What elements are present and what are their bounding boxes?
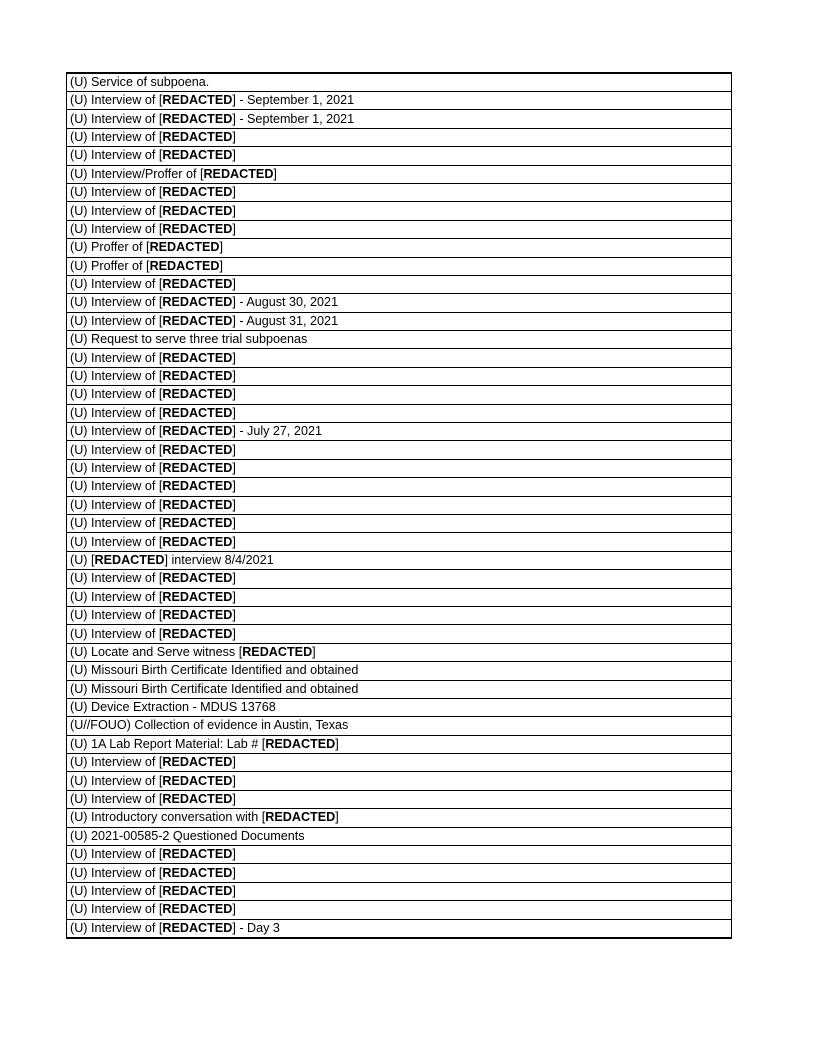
cell-text: ] [232,277,236,292]
cell-text: ] [335,736,339,751]
cell-text: (U) Missouri Birth Certificate Identified and obtained [70,663,359,678]
cell-text: ] [232,608,236,623]
table-cell [67,441,732,459]
table-cell [67,367,732,385]
table-cell [67,588,732,606]
table-cell [67,846,732,864]
cell-text: (U) Interview of [ [70,608,163,623]
cell-text: ] [232,442,236,457]
cell-text: (U) Locate and Serve witness [ [70,644,243,659]
redacted-marker: REDACTED [162,571,233,586]
redacted-marker: REDACTED [265,810,336,825]
cell-text: (U) Interview of [ [70,387,163,402]
cell-text: ] [232,203,236,218]
table-cell [67,772,732,790]
cell-text: ] [232,847,236,862]
redacted-marker: REDACTED [149,258,220,273]
table-cell [67,919,732,938]
cell-text: ] [232,221,236,236]
table-cell [67,790,732,808]
redacted-marker: REDACTED [265,736,336,751]
cell-text: ] interview 8/4/2021 [164,552,274,567]
table-row [67,735,732,753]
table-cell [67,864,732,882]
redacted-marker: REDACTED [149,240,220,255]
redacted-marker: REDACTED [162,424,233,439]
redacted-marker: REDACTED [162,883,233,898]
table-row [67,827,732,845]
table-row [67,717,732,735]
redacted-marker: REDACTED [162,516,233,531]
table-cell [67,809,732,827]
cell-text: (U//FOUO) Collection of evidence in Austin, Texas [70,718,349,733]
cell-text: (U) Interview of [ [70,920,163,935]
cell-text: ] [335,810,339,825]
table-row [67,312,732,330]
table-row [67,588,732,606]
table-row [67,680,732,698]
cell-text: (U) Interview of [ [70,277,163,292]
cell-text: (U) Proffer of [ [70,240,150,255]
table-cell [67,643,732,661]
table-row [67,128,732,146]
cell-text: ] [232,865,236,880]
cell-text: ] - September 1, 2021 [232,111,355,126]
cell-text: (U) Interview of [ [70,111,163,126]
table-row [67,772,732,790]
cell-text: (U) Interview of [ [70,424,163,439]
table-row [67,698,732,716]
table-row [67,570,732,588]
table-row [67,551,732,569]
cell-text: (U) Interview of [ [70,405,163,420]
table-row [67,220,732,238]
table-cell [67,312,732,330]
cell-text: (U) Interview of [ [70,792,163,807]
redacted-marker: REDACTED [162,185,233,200]
cell-text: (U) Interview of [ [70,461,163,475]
table-row [67,423,732,441]
table-row [67,625,732,643]
cell-text: (U) Interview of [ [70,350,163,365]
cell-text: ] [232,626,236,641]
cell-text: (U) Interview of [ [70,369,163,384]
table-cell [67,404,732,422]
cell-text: ] [232,129,236,144]
redacted-marker: REDACTED [162,920,233,935]
cell-text: (U) 1A Lab Report Material: Lab # [ [70,736,266,751]
redacted-marker: REDACTED [162,387,233,402]
table-row [67,846,732,864]
table-row [67,404,732,422]
table-cell [67,183,732,201]
cell-text: (U) Interview of [ [70,902,163,917]
redacted-marker: REDACTED [162,405,233,420]
redacted-marker: REDACTED [162,93,233,108]
cell-text: ] [232,773,236,788]
cell-text: ] [219,240,224,255]
table-cell [67,128,732,146]
table-row [67,386,732,404]
redacted-marker: REDACTED [162,442,233,457]
redacted-marker: REDACTED [162,847,233,862]
table-cell [67,570,732,588]
redacted-marker: REDACTED [162,755,233,770]
cell-text: ] [232,883,236,898]
redacted-marker: REDACTED [242,644,313,659]
table-row [67,478,732,496]
table-cell [67,294,732,312]
cell-text: (U) Interview of [ [70,129,163,144]
cell-text: ] [232,461,236,475]
cell-text: (U) Interview/Proffer of [ [70,166,204,181]
table-cell [67,496,732,514]
cell-text: ] [232,185,236,200]
cell-text: (U) 2021-00585-2 Questioned Documents [70,828,305,843]
cell-text: ] [232,534,236,549]
redacted-marker: REDACTED [162,111,233,126]
table-cell [67,202,732,220]
table-cell [67,698,732,716]
table-row [67,110,732,128]
cell-text: ] [232,387,236,402]
table-cell [67,735,732,753]
table-row [67,367,732,385]
cell-text: (U) Interview of [ [70,221,163,236]
table-cell [67,514,732,532]
table-cell [67,275,732,293]
cell-text: ] [232,516,236,531]
table-cell [67,165,732,183]
cell-text: ] [232,148,236,163]
table-cell [67,110,732,128]
table-row [67,294,732,312]
cell-text: (U) Device Extraction - MDUS 13768 [70,700,276,715]
table-row [67,73,732,92]
table-cell [67,551,732,569]
cell-text: (U) Interview of [ [70,755,163,770]
cell-text: (U) Missouri Birth Certificate Identified and obtained [70,681,359,696]
table-row [67,202,732,220]
cell-text: ] - August 31, 2021 [232,313,339,328]
table-row [67,533,732,551]
table-row [67,643,732,661]
cell-text: (U) Interview of [ [70,847,163,862]
table-row [67,662,732,680]
records-table [66,72,732,939]
table-cell [67,423,732,441]
cell-text: (U) Interview of [ [70,497,163,512]
cell-text: ] [232,479,236,494]
table-cell [67,478,732,496]
table-row [67,165,732,183]
cell-text: (U) Request to serve three trial subpoenas [70,332,308,347]
cell-text: (U) Interview of [ [70,534,163,549]
table-row [67,349,732,367]
cell-text: ] [232,369,236,384]
cell-text: (U) Interview of [ [70,516,163,531]
cell-text: (U) Interview of [ [70,148,163,163]
cell-text: ] [232,589,236,604]
redacted-marker: REDACTED [203,166,274,181]
table-row [67,809,732,827]
redacted-marker: REDACTED [162,626,233,641]
table-row [67,441,732,459]
table-row [67,92,732,110]
table-row [67,901,732,919]
redacted-marker: REDACTED [162,792,233,807]
table-row [67,459,732,477]
cell-text: ] [232,755,236,770]
table-cell [67,73,732,92]
table-cell [67,606,732,624]
table-cell [67,625,732,643]
redacted-marker: REDACTED [162,497,233,512]
cell-text: (U) Interview of [ [70,626,163,641]
cell-text: ] [273,166,277,181]
table-cell [67,147,732,165]
cell-text: (U) Proffer of [ [70,258,150,273]
redacted-marker: REDACTED [162,461,233,475]
cell-text: ] - July 27, 2021 [232,424,322,439]
redacted-marker: REDACTED [162,350,233,365]
redacted-marker: REDACTED [162,148,233,163]
table-row [67,754,732,772]
table-cell [67,331,732,349]
table-cell [67,386,732,404]
cell-text: ] - Day 3 [232,920,280,935]
table-row [67,919,732,938]
redacted-marker: REDACTED [162,203,233,218]
cell-text: ] [312,644,316,659]
table-row [67,275,732,293]
redacted-marker: REDACTED [162,608,233,623]
cell-text: (U) Interview of [ [70,571,163,586]
table-row [67,257,732,275]
cell-text: (U) Introductory conversation with [ [70,810,266,825]
table-cell [67,257,732,275]
cell-text: (U) Interview of [ [70,589,163,604]
redacted-marker: REDACTED [162,277,233,292]
cell-text: ] - August 30, 2021 [232,295,339,310]
cell-text: (U) Interview of [ [70,773,163,788]
table-row [67,514,732,532]
table-cell [67,901,732,919]
table-row [67,147,732,165]
cell-text: (U) Interview of [ [70,203,163,218]
redacted-marker: REDACTED [162,129,233,144]
cell-text: ] [232,902,236,917]
table-cell [67,680,732,698]
table-row [67,864,732,882]
cell-text: ] - September 1, 2021 [232,93,355,108]
cell-text: ] [232,792,236,807]
table-cell [67,349,732,367]
redacted-marker: REDACTED [162,589,233,604]
table-row [67,882,732,900]
redacted-marker: REDACTED [162,313,233,328]
table-row [67,183,732,201]
table-row [67,790,732,808]
cell-text: (U) Interview of [ [70,865,163,880]
redacted-marker: REDACTED [94,552,165,567]
table-row [67,331,732,349]
redacted-marker: REDACTED [162,902,233,917]
table-cell [67,533,732,551]
table-cell [67,459,732,477]
redacted-marker: REDACTED [162,534,233,549]
table-cell [67,92,732,110]
cell-text: (U) Service of subpoena. [70,75,210,89]
redacted-marker: REDACTED [162,221,233,236]
cell-text: (U) Interview of [ [70,479,163,494]
cell-text: (U) [ [70,552,95,567]
redacted-marker: REDACTED [162,865,233,880]
table-cell [67,662,732,680]
cell-text: (U) Interview of [ [70,93,163,108]
table-row [67,496,732,514]
cell-text: ] [232,350,236,365]
table-cell [67,754,732,772]
redacted-marker: REDACTED [162,369,233,384]
cell-text: (U) Interview of [ [70,442,163,457]
cell-text: (U) Interview of [ [70,185,163,200]
records-table-body [67,73,732,938]
table-row [67,239,732,257]
cell-text: ] [232,405,236,420]
table-cell [67,220,732,238]
cell-text: (U) Interview of [ [70,313,163,328]
table-cell [67,239,732,257]
cell-text: (U) Interview of [ [70,295,163,310]
cell-text: ] [232,571,236,586]
cell-text: ] [232,497,236,512]
redacted-marker: REDACTED [162,295,233,310]
cell-text: (U) Interview of [ [70,883,163,898]
table-cell [67,827,732,845]
table-cell [67,717,732,735]
table-row [67,606,732,624]
redacted-marker: REDACTED [162,773,233,788]
cell-text: ] [219,258,224,273]
table-cell [67,882,732,900]
redacted-marker: REDACTED [162,479,233,494]
